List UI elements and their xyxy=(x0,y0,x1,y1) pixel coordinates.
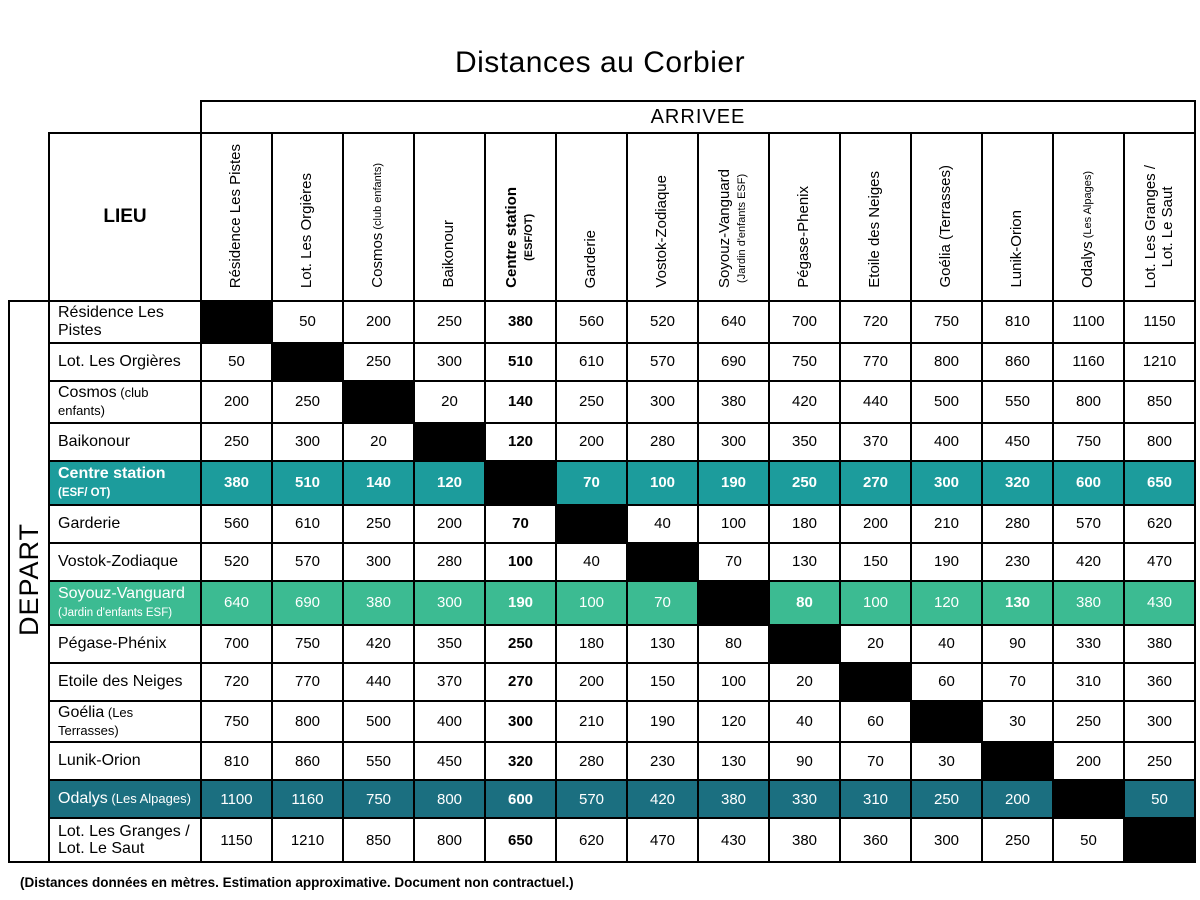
distance-cell: 750 xyxy=(343,780,414,818)
distance-cell: 130 xyxy=(982,581,1053,625)
distance-cell: 1100 xyxy=(201,780,272,818)
distance-cell: 80 xyxy=(698,625,769,663)
distance-cell: 200 xyxy=(840,505,911,543)
distance-cell: 320 xyxy=(982,461,1053,505)
distance-cell: 640 xyxy=(698,301,769,343)
distance-cell: 850 xyxy=(343,818,414,862)
distance-cell: 150 xyxy=(627,663,698,701)
distance-cell: 130 xyxy=(698,742,769,780)
diagonal-cell xyxy=(272,343,343,381)
distance-cell: 370 xyxy=(414,663,485,701)
diagonal-cell xyxy=(343,381,414,423)
distance-cell: 420 xyxy=(769,381,840,423)
diagonal-cell xyxy=(1053,780,1124,818)
distance-cell: 100 xyxy=(840,581,911,625)
distance-cell: 190 xyxy=(698,461,769,505)
distance-cell: 360 xyxy=(840,818,911,862)
table-row-centre-station xyxy=(9,461,1195,505)
distance-cell: 20 xyxy=(769,663,840,701)
table-row-baikonour xyxy=(9,423,1195,461)
col-header-soyouz-vanguard: Soyouz-Vanguard (Jardin d'enfants ESF) xyxy=(698,133,769,301)
distance-cell: 300 xyxy=(414,343,485,381)
distance-cell: 300 xyxy=(698,423,769,461)
distance-cell: 200 xyxy=(201,381,272,423)
distance-cell: 300 xyxy=(627,381,698,423)
distance-cell: 20 xyxy=(414,381,485,423)
distance-cell: 250 xyxy=(911,780,982,818)
distance-cell: 850 xyxy=(1124,381,1195,423)
distance-cell: 30 xyxy=(982,701,1053,743)
distance-cell: 90 xyxy=(982,625,1053,663)
row-label-lunik-orion: Lunik-Orion xyxy=(49,742,201,780)
row-label-garderie: Garderie xyxy=(49,505,201,543)
distance-cell: 500 xyxy=(911,381,982,423)
distance-cell: 250 xyxy=(343,505,414,543)
distance-cell: 440 xyxy=(840,381,911,423)
distance-cell: 130 xyxy=(769,543,840,581)
distance-cell: 50 xyxy=(1124,780,1195,818)
diagonal-cell xyxy=(1124,818,1195,862)
distance-cell: 280 xyxy=(414,543,485,581)
distance-cell: 300 xyxy=(414,581,485,625)
distance-cell: 1100 xyxy=(1053,301,1124,343)
table-row-etoile-des-neiges xyxy=(9,663,1195,701)
distance-cell: 750 xyxy=(201,701,272,743)
distance-cell: 250 xyxy=(201,423,272,461)
distance-cell: 70 xyxy=(982,663,1053,701)
distance-cell: 140 xyxy=(485,381,556,423)
distance-cell: 430 xyxy=(698,818,769,862)
distance-cell: 120 xyxy=(698,701,769,743)
distance-cell: 750 xyxy=(911,301,982,343)
diagonal-cell xyxy=(627,543,698,581)
distance-cell: 640 xyxy=(201,581,272,625)
table-row-p-gase-ph-nix xyxy=(9,625,1195,663)
distance-cell: 800 xyxy=(414,780,485,818)
distance-cell: 380 xyxy=(1053,581,1124,625)
distance-cell: 860 xyxy=(272,742,343,780)
distance-cell: 380 xyxy=(485,301,556,343)
distance-cell: 200 xyxy=(982,780,1053,818)
col-header-etoile-des-neiges: Etoile des Neiges xyxy=(840,133,911,301)
distance-cell: 750 xyxy=(1053,423,1124,461)
distance-cell: 70 xyxy=(556,461,627,505)
distance-cell: 550 xyxy=(982,381,1053,423)
distance-cell: 200 xyxy=(1053,742,1124,780)
row-label-go-lia: Goélia (Les Terrasses) xyxy=(49,701,201,743)
distance-cell: 1160 xyxy=(272,780,343,818)
distance-cell: 650 xyxy=(485,818,556,862)
row-label-cosmos: Cosmos (club enfants) xyxy=(49,381,201,423)
distance-cell: 40 xyxy=(911,625,982,663)
distance-cell: 40 xyxy=(769,701,840,743)
arrivee-axis-label: ARRIVEE xyxy=(201,101,1195,133)
distance-cell: 720 xyxy=(840,301,911,343)
distance-cell: 150 xyxy=(840,543,911,581)
distance-cell: 430 xyxy=(1124,581,1195,625)
distance-cell: 800 xyxy=(1053,381,1124,423)
distance-cell: 330 xyxy=(1053,625,1124,663)
distance-cell: 60 xyxy=(911,663,982,701)
col-header-centre-station: Centre station (ESF/OT) xyxy=(485,133,556,301)
distance-cell: 400 xyxy=(911,423,982,461)
distance-cell: 70 xyxy=(627,581,698,625)
distance-cell: 100 xyxy=(698,505,769,543)
distance-cell: 860 xyxy=(982,343,1053,381)
distance-cell: 250 xyxy=(272,381,343,423)
distance-cell: 510 xyxy=(272,461,343,505)
distance-cell: 250 xyxy=(343,343,414,381)
distance-cell: 190 xyxy=(485,581,556,625)
distance-cell: 120 xyxy=(414,461,485,505)
row-label-r-sidence-les-pistes: Résidence Les Pistes xyxy=(49,301,201,343)
table-row-garderie xyxy=(9,505,1195,543)
distance-cell: 300 xyxy=(485,701,556,743)
distance-cell: 1210 xyxy=(1124,343,1195,381)
distance-cell: 250 xyxy=(556,381,627,423)
distance-cell: 60 xyxy=(840,701,911,743)
distance-cell: 650 xyxy=(1124,461,1195,505)
distance-cell: 750 xyxy=(769,343,840,381)
distance-cell: 800 xyxy=(911,343,982,381)
distance-cell: 330 xyxy=(769,780,840,818)
spacer-cell xyxy=(9,101,201,133)
distance-cell: 120 xyxy=(485,423,556,461)
row-label-odalys: Odalys (Les Alpages) xyxy=(49,780,201,818)
distance-cell: 620 xyxy=(556,818,627,862)
distance-cell: 300 xyxy=(911,461,982,505)
distance-cell: 20 xyxy=(840,625,911,663)
diagonal-cell xyxy=(769,625,840,663)
distance-cell: 700 xyxy=(769,301,840,343)
distance-cell: 570 xyxy=(556,780,627,818)
distance-cell: 30 xyxy=(911,742,982,780)
distance-cell: 380 xyxy=(698,381,769,423)
distance-cell: 250 xyxy=(982,818,1053,862)
col-header-lot-les-granges: Lot. Les Granges / Lot. Le Saut xyxy=(1124,133,1195,301)
distance-cell: 100 xyxy=(556,581,627,625)
distance-cell: 380 xyxy=(1124,625,1195,663)
distance-cell: 50 xyxy=(201,343,272,381)
distance-cell: 70 xyxy=(840,742,911,780)
distance-cell: 420 xyxy=(343,625,414,663)
distance-cell: 470 xyxy=(1124,543,1195,581)
distance-cell: 50 xyxy=(272,301,343,343)
col-header-vostok-zodiaque: Vostok-Zodiaque xyxy=(627,133,698,301)
distance-cell: 800 xyxy=(272,701,343,743)
distance-cell: 100 xyxy=(485,543,556,581)
distance-cell: 280 xyxy=(982,505,1053,543)
distance-cell: 810 xyxy=(201,742,272,780)
spacer-cell xyxy=(9,133,49,301)
distance-cell: 180 xyxy=(556,625,627,663)
distance-cell: 100 xyxy=(627,461,698,505)
distance-matrix-table xyxy=(8,100,1196,863)
distance-cell: 200 xyxy=(556,663,627,701)
depart-axis-label: DEPART xyxy=(9,301,49,862)
distance-cell: 800 xyxy=(1124,423,1195,461)
row-label-p-gase-ph-nix: Pégase-Phénix xyxy=(49,625,201,663)
distance-cell: 700 xyxy=(201,625,272,663)
distance-cell: 200 xyxy=(556,423,627,461)
footer-note: (Distances données en mètres. Estimation approximative. Document non contractuel.) xyxy=(20,875,574,890)
matrix-body xyxy=(9,301,1195,862)
distance-cell: 510 xyxy=(485,343,556,381)
distance-cell: 610 xyxy=(272,505,343,543)
distance-cell: 800 xyxy=(414,818,485,862)
distance-cell: 250 xyxy=(485,625,556,663)
row-label-lot-les-granges: Lot. Les Granges / Lot. Le Saut xyxy=(49,818,201,862)
distance-cell: 1150 xyxy=(201,818,272,862)
row-label-baikonour: Baikonour xyxy=(49,423,201,461)
table-row-odalys xyxy=(9,780,1195,818)
col-header-r-sidence-les-pistes: Résidence Les Pistes xyxy=(201,133,272,301)
distance-cell: 370 xyxy=(840,423,911,461)
distance-cell: 770 xyxy=(840,343,911,381)
distance-cell: 140 xyxy=(343,461,414,505)
distance-cell: 450 xyxy=(982,423,1053,461)
distance-cell: 550 xyxy=(343,742,414,780)
distance-cell: 130 xyxy=(627,625,698,663)
distance-cell: 310 xyxy=(840,780,911,818)
distance-cell: 570 xyxy=(627,343,698,381)
table-row-soyouz-vanguard xyxy=(9,581,1195,625)
distance-cell: 20 xyxy=(343,423,414,461)
distance-cell: 300 xyxy=(1124,701,1195,743)
distance-cell: 250 xyxy=(769,461,840,505)
col-header-p-gase-phenix: Pégase-Phenix xyxy=(769,133,840,301)
distance-cell: 270 xyxy=(485,663,556,701)
col-header-cosmos: Cosmos (club enfants) xyxy=(343,133,414,301)
distance-cell: 180 xyxy=(769,505,840,543)
distance-cell: 450 xyxy=(414,742,485,780)
diagonal-cell xyxy=(485,461,556,505)
col-header-odalys: Odalys (Les Alpages) xyxy=(1053,133,1124,301)
distance-cell: 1160 xyxy=(1053,343,1124,381)
distance-cell: 400 xyxy=(414,701,485,743)
distance-cell: 420 xyxy=(627,780,698,818)
distance-cell: 600 xyxy=(1053,461,1124,505)
distance-cell: 1210 xyxy=(272,818,343,862)
distance-cell: 380 xyxy=(201,461,272,505)
distance-cell: 560 xyxy=(201,505,272,543)
distance-cell: 250 xyxy=(414,301,485,343)
distance-cell: 210 xyxy=(556,701,627,743)
distance-cell: 100 xyxy=(698,663,769,701)
distance-cell: 80 xyxy=(769,581,840,625)
column-header-row xyxy=(9,133,1195,301)
row-label-lot-les-orgi-res: Lot. Les Orgières xyxy=(49,343,201,381)
distance-cell: 380 xyxy=(769,818,840,862)
distance-cell: 250 xyxy=(1053,701,1124,743)
table-row-vostok-zodiaque xyxy=(9,543,1195,581)
col-header-lot-les-orgi-res: Lot. Les Orgières xyxy=(272,133,343,301)
col-header-garderie: Garderie xyxy=(556,133,627,301)
distance-cell: 520 xyxy=(201,543,272,581)
col-header-baikonour: Baikonour xyxy=(414,133,485,301)
distance-cell: 720 xyxy=(201,663,272,701)
distance-cell: 40 xyxy=(627,505,698,543)
page-title: Distances au Corbier xyxy=(454,46,746,79)
distance-cell: 40 xyxy=(556,543,627,581)
distance-cell: 420 xyxy=(1053,543,1124,581)
distance-cell: 310 xyxy=(1053,663,1124,701)
distance-cell: 300 xyxy=(343,543,414,581)
distance-cell: 280 xyxy=(627,423,698,461)
distance-cell: 810 xyxy=(982,301,1053,343)
distance-cell: 70 xyxy=(698,543,769,581)
distance-cell: 120 xyxy=(911,581,982,625)
distance-cell: 1150 xyxy=(1124,301,1195,343)
table-row-lunik-orion xyxy=(9,742,1195,780)
distance-cell: 520 xyxy=(627,301,698,343)
table-row-go-lia xyxy=(9,701,1195,743)
diagonal-cell xyxy=(414,423,485,461)
distance-cell: 300 xyxy=(272,423,343,461)
distance-cell: 380 xyxy=(698,780,769,818)
table-row-cosmos xyxy=(9,381,1195,423)
distance-cell: 690 xyxy=(698,343,769,381)
diagonal-cell xyxy=(840,663,911,701)
col-header-lunik-orion: Lunik-Orion xyxy=(982,133,1053,301)
diagonal-cell xyxy=(556,505,627,543)
distance-cell: 750 xyxy=(272,625,343,663)
distance-cell: 560 xyxy=(556,301,627,343)
table-row-r-sidence-les-pistes xyxy=(9,301,1195,343)
diagonal-cell xyxy=(698,581,769,625)
distance-cell: 600 xyxy=(485,780,556,818)
table-row-lot-les-granges xyxy=(9,818,1195,862)
distance-cell: 200 xyxy=(343,301,414,343)
distance-cell: 690 xyxy=(272,581,343,625)
distance-cell: 200 xyxy=(414,505,485,543)
distance-cell: 440 xyxy=(343,663,414,701)
distance-cell: 360 xyxy=(1124,663,1195,701)
distance-cell: 350 xyxy=(769,423,840,461)
diagonal-cell xyxy=(982,742,1053,780)
distance-cell: 280 xyxy=(556,742,627,780)
distance-cell: 270 xyxy=(840,461,911,505)
distance-cell: 230 xyxy=(627,742,698,780)
row-label-etoile-des-neiges: Etoile des Neiges xyxy=(49,663,201,701)
distance-cell: 500 xyxy=(343,701,414,743)
distance-cell: 90 xyxy=(769,742,840,780)
lieu-header: LIEU xyxy=(49,133,201,301)
table-row-lot-les-orgi-res xyxy=(9,343,1195,381)
arrivee-band-row xyxy=(9,101,1195,133)
distance-cell: 230 xyxy=(982,543,1053,581)
distance-cell: 380 xyxy=(343,581,414,625)
distance-cell: 350 xyxy=(414,625,485,663)
col-header-go-lia-terrasses: Goélia (Terrasses) xyxy=(911,133,982,301)
distance-cell: 570 xyxy=(272,543,343,581)
distance-cell: 190 xyxy=(627,701,698,743)
distance-cell: 210 xyxy=(911,505,982,543)
distance-cell: 190 xyxy=(911,543,982,581)
diagonal-cell xyxy=(201,301,272,343)
distance-cell: 320 xyxy=(485,742,556,780)
distance-cell: 250 xyxy=(1124,742,1195,780)
distance-cell: 50 xyxy=(1053,818,1124,862)
diagonal-cell xyxy=(911,701,982,743)
row-label-vostok-zodiaque: Vostok-Zodiaque xyxy=(49,543,201,581)
row-label-soyouz-vanguard: Soyouz-Vanguard (Jardin d'enfants ESF) xyxy=(49,581,201,625)
distance-cell: 470 xyxy=(627,818,698,862)
distance-cell: 770 xyxy=(272,663,343,701)
distance-cell: 70 xyxy=(485,505,556,543)
distance-cell: 570 xyxy=(1053,505,1124,543)
row-label-centre-station: Centre station (ESF/ OT) xyxy=(49,461,201,505)
distance-cell: 620 xyxy=(1124,505,1195,543)
distance-cell: 300 xyxy=(911,818,982,862)
distance-cell: 610 xyxy=(556,343,627,381)
